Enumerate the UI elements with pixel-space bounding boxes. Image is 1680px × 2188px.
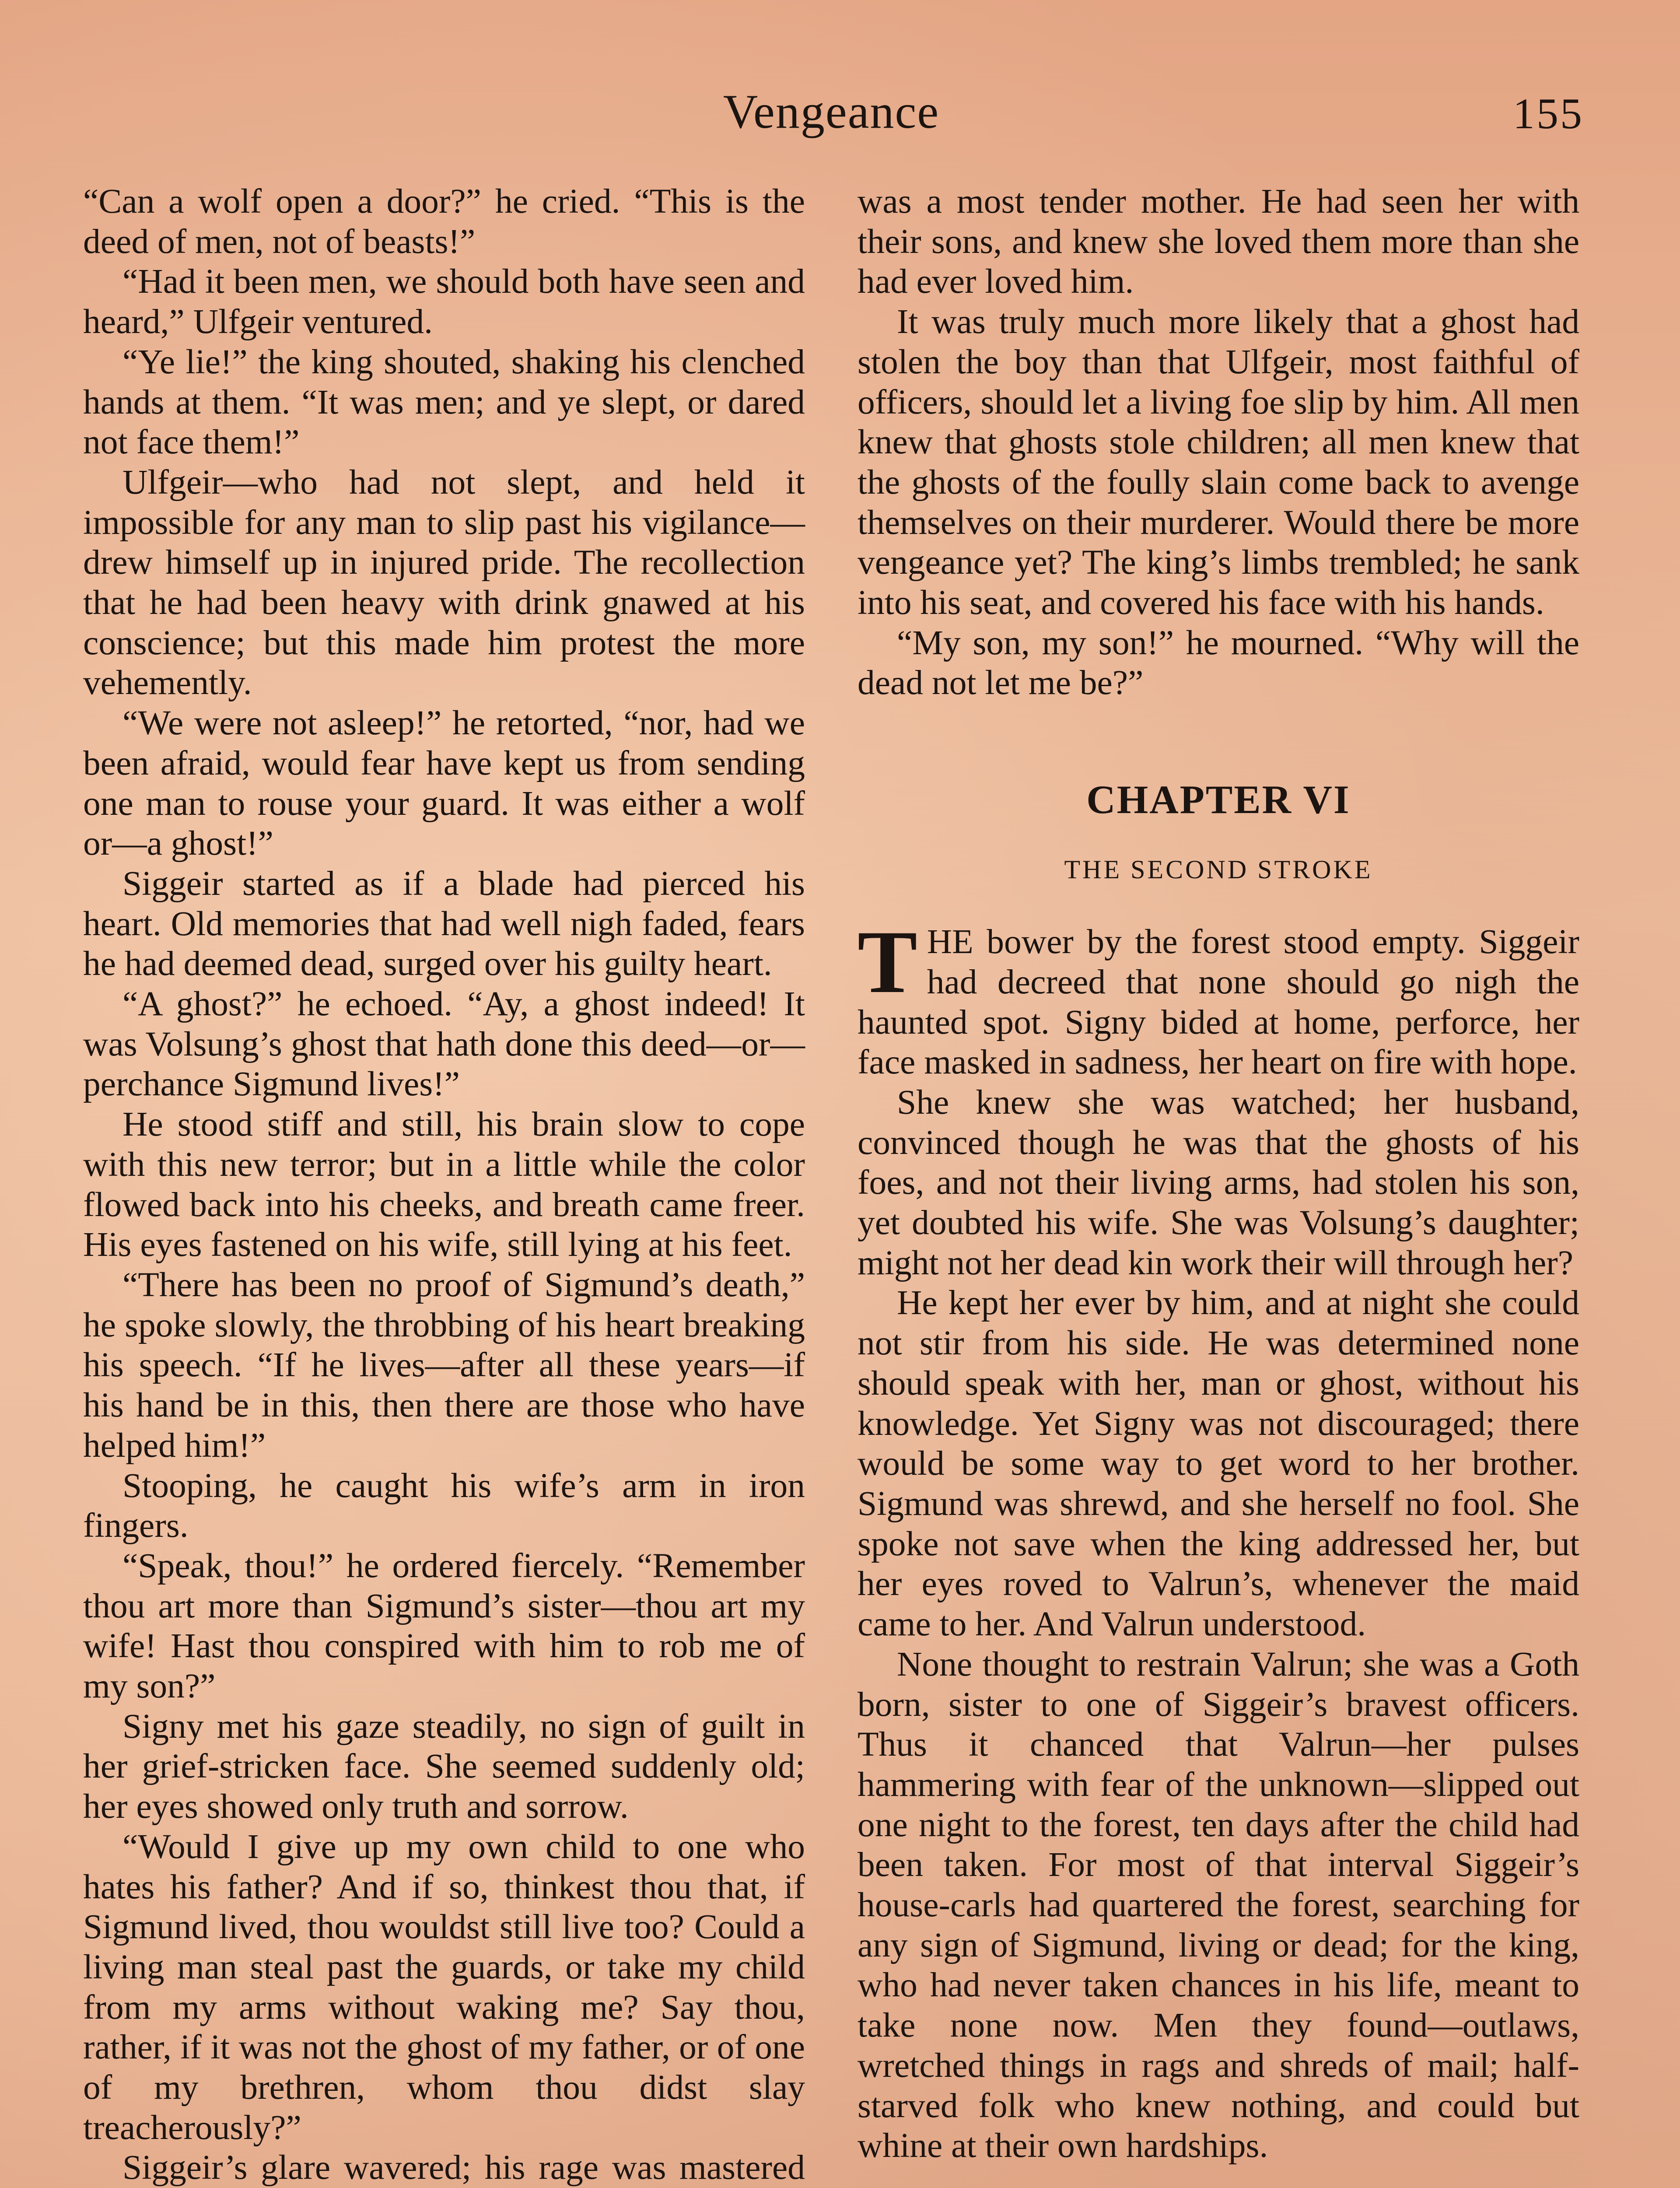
right-column bbox=[858, 182, 1579, 2166]
paragraph-continuation: was a most tender mother. He had seen her with their sons, and knew she loved them more than she had ever loved him. bbox=[858, 182, 1579, 301]
paragraph: Siggeir started as if a blade had pierced his heart. Old memories that had well nigh faded, fears he had deemed dead, surged over his guilty heart. bbox=[83, 864, 805, 983]
paragraph: “My son, my son!” he mourned. “Why will the dead not let me be?” bbox=[858, 623, 1579, 702]
paragraph: “There has been no proof of Sigmund’s death,” he spoke slowly, the throbbing of his heart breaking his speech. “If he lives—after all these years—if his hand be in this, then there are those who have helped him!” bbox=[83, 1265, 805, 1465]
paragraph: He stood stiff and still, his brain slow to cope with this new terror; but in a little while the color flowed back into his cheeks, and breath came freer. His eyes fastened on his wife, still lying at his feet. bbox=[83, 1105, 805, 1264]
left-column bbox=[83, 182, 805, 2188]
paragraph: “Speak, thou!” he ordered fiercely. “Remember thou art more than Sigmund’s sister—thou art my wife! Hast thou conspired with him to rob me of my son?” bbox=[83, 1546, 805, 1706]
paragraph: None thought to restrain Valrun; she was a Goth born, sister to one of Siggeir’s bravest officers. Thus it chanced that Valrun—her pulses hammering with fear of the unknown—slipped out one night to the forest, ten days after the child had been taken. For most of that interval Siggeir’s house-carls had quartered the forest, searching for any sign of Sigmund, living or dead; for the king, who had never taken chances in his life, meant to take none now. Men they found—outlaws, wretched things in rags and shreds of mail; half-starved folk who knew nothing, and could but whine at their own hardships. bbox=[858, 1645, 1579, 2165]
paragraph: Siggeir’s glare wavered; his rage was mastered bbox=[122, 2148, 805, 2187]
chapter-title: CHAPTER VI bbox=[1086, 777, 1351, 822]
drop-cap: T bbox=[858, 912, 917, 1012]
page-number: 155 bbox=[1513, 89, 1584, 138]
paragraph: Stooping, he caught his wife’s arm in iron fingers. bbox=[83, 1466, 805, 1545]
paragraph: He kept her ever by him, and at night she could not stir from his side. He was determined none should speak with her, man or ghost, without his knowledge. Yet Signy was not discouraged; there would be some way to get word to her brother. Sigmund was shrewd, and she herself no fool. She spoke not save when the king addressed her, but her eyes roved to Valrun’s, whenever the maid came to her. And Valrun understood. bbox=[858, 1283, 1579, 1644]
paragraph: “Can a wolf open a door?” he cried. “This is the deed of men, not of beasts!” bbox=[83, 182, 805, 261]
paragraph: It was truly much more likely that a ghost had stolen the boy than that Ulfgeir, most faithful of officers, should let a living foe slip by him. All men knew that ghosts stole children; all men knew that the ghosts of the foully slain come back to avenge themselves on their murderer. Would there be more vengeance yet? The king’s limbs trembled; he sank into his seat, and covered his face with his hands. bbox=[858, 302, 1579, 622]
paragraph: “A ghost?” he echoed. “Ay, a ghost indeed! It was Volsung’s ghost that hath done this deed—or—perchance Sigmund lives!” bbox=[83, 985, 805, 1104]
paragraph: Signy met his gaze steadily, no sign of guilt in her grief-stricken face. She seemed suddenly old; her eyes showed only truth and sorrow. bbox=[83, 1707, 805, 1826]
paragraph: “Ye lie!” the king shouted, shaking his clenched hands at them. “It was men; and ye slept, or dared not face them!” bbox=[83, 342, 805, 462]
paragraph: “Had it been men, we should both have seen and heard,” Ulfgeir ventured. bbox=[83, 262, 805, 341]
running-title: Vengeance bbox=[723, 85, 940, 138]
paragraph: “We were not asleep!” he retorted, “nor, had we been afraid, would fear have kept us from sending one man to rouse your guard. It was either a wolf or—a ghost!” bbox=[83, 704, 805, 863]
chapter-subtitle: THE SECOND STROKE bbox=[1064, 855, 1373, 884]
paragraph: Ulfgeir—who had not slept, and held it impossible for any man to slip past his vigilance—drew himself up in injured pride. The recollection that he had been heavy with drink gnawed at his conscience; but this made him protest the more vehemently. bbox=[83, 463, 805, 702]
opening-text: HE bower by the forest stood empty. Siggeir had decreed that none should go nigh the haunted spot. Signy bided at home, perforce, her face masked in sadness, her heart on fire with hope. bbox=[858, 922, 1579, 1082]
paragraph: “Would I give up my own child to one who hates his father? And if so, thinkest thou that, if Sigmund lived, thou wouldst still live too? Could a living man steal past the guards, or take my child from my arms without waking me? Say thou, rather, if it was not the ghost of my father, or of one of my brethren, whom thou didst slay treacherously?” bbox=[83, 1827, 805, 2147]
paragraph: She knew she was watched; her husband, convinced though he was that the ghosts of his foes, and not their living arms, had stolen his son, yet doubted his wife. She was Volsung’s daughter; might not her dead kin work their will through her? bbox=[858, 1083, 1579, 1282]
chapter-opening-paragraph bbox=[858, 912, 1579, 1083]
